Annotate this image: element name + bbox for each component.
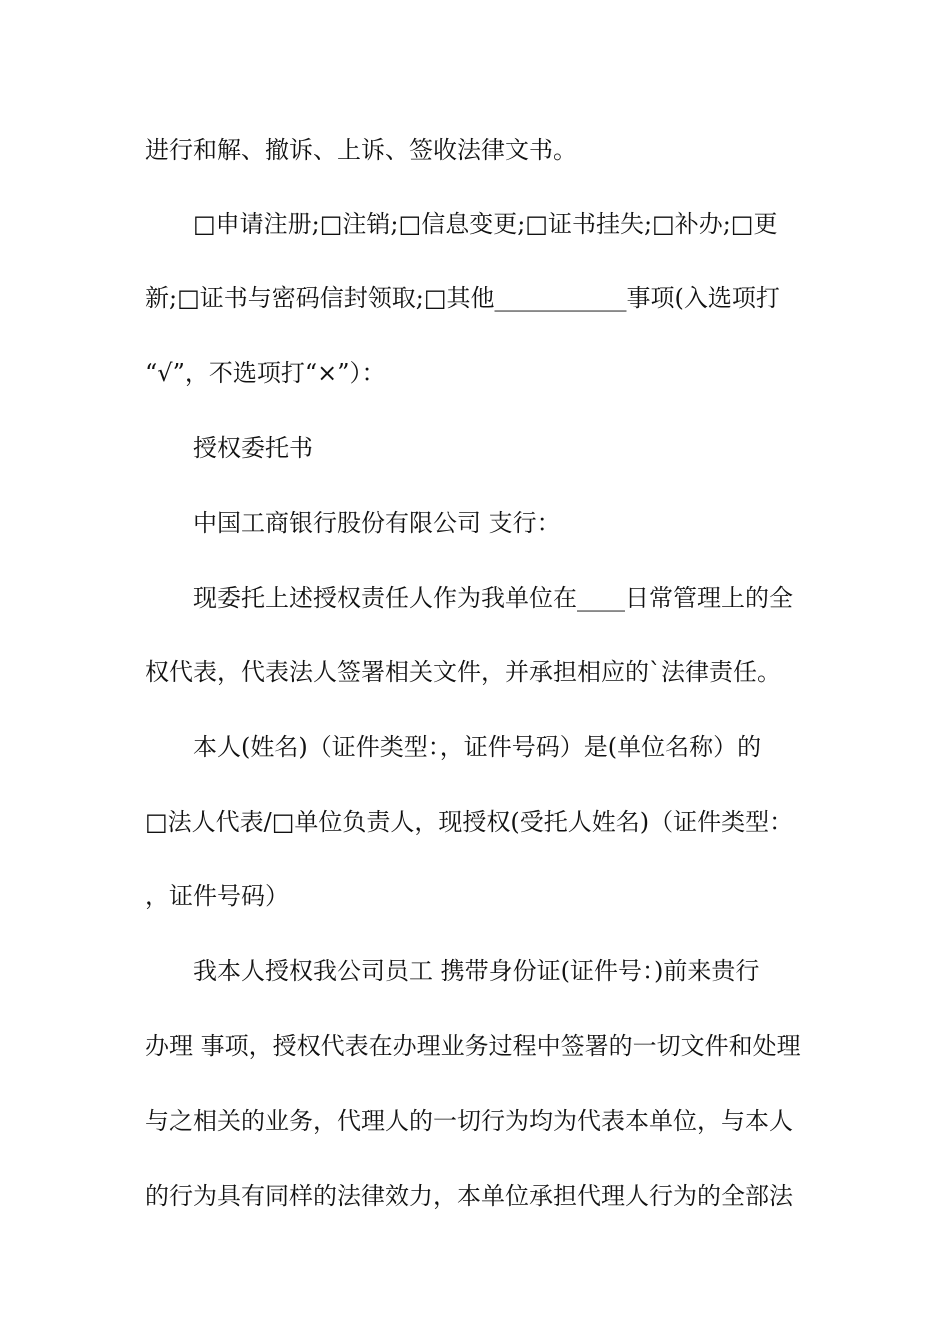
text-line: 进行和解、撤诉、上诉、签收法律文书。 [145,136,577,164]
text-line: 的行为具有同样的法律效力，本单位承担代理人行为的全部法 [145,1182,793,1210]
text-line: 办理 事项，授权代表在办理业务过程中签署的一切文件和处理 [145,1032,801,1060]
addressee-line: 中国工商银行股份有限公司 支行： [193,509,561,537]
text-line: ，证件号码） [145,882,289,910]
checkbox-options-line: 新;□证书与密码信封领取;□其他___________事项(入选项打 [145,284,780,312]
text-line: “√”，不选项打“×”）： [145,359,386,387]
checkbox-options-line: □申请注册;□注销;□信息变更;□证书挂失;□补办;□更 [193,210,778,238]
text-line: 现委托上述授权责任人作为我单位在____日常管理上的全 [193,584,793,612]
text-line: □法人代表/□单位负责人，现授权(受托人姓名)（证件类型： [145,808,794,836]
text-line: 我本人授权我公司员工 携带身份证(证件号：)前来贵行 [193,957,760,985]
text-line: 本人(姓名)（证件类型：，证件号码）是(单位名称）的 [193,733,762,761]
text-line: 与之相关的业务，代理人的一切行为均为代表本单位，与本人 [145,1107,793,1135]
text-line: 权代表，代表法人签署相关文件，并承担相应的`法律责任。 [145,658,781,686]
section-heading: 授权委托书 [193,434,313,462]
